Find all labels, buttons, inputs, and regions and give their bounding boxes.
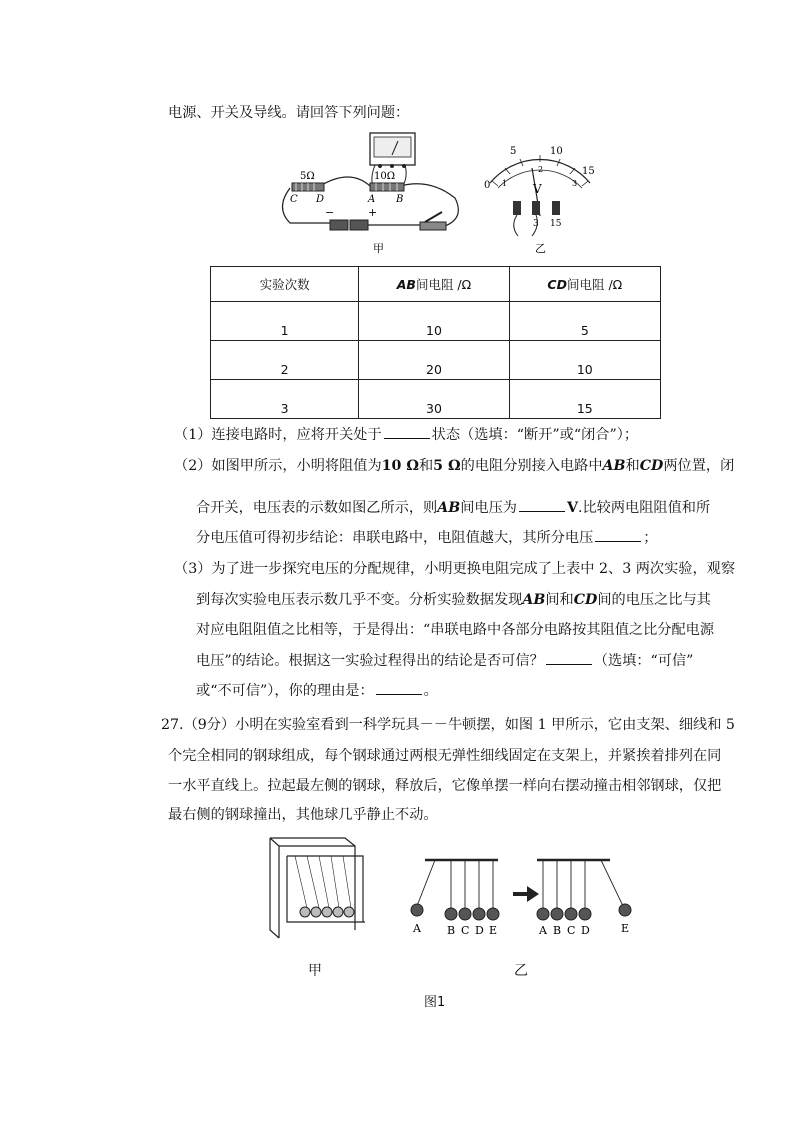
arrow-right-icon — [513, 886, 539, 902]
intro-text: 电源、开关及导线。请回答下列问题： — [168, 105, 410, 121]
q2-value-10: 10 Ω — [381, 458, 419, 474]
header-trial: 实验次数 — [211, 267, 359, 302]
question-27-line-4: 最右侧的钢球撞出，其他球几乎静止不动。 — [168, 807, 438, 823]
dial-unit: V — [533, 182, 542, 196]
q3-text: 间和 — [545, 592, 574, 608]
cell-trial: 1 — [211, 302, 359, 341]
q2-text: 两位置，闭 — [663, 458, 735, 474]
terminal-a: A — [368, 194, 376, 205]
q3-text: （选填：“可信” — [593, 653, 694, 669]
cell-cd: 10 — [509, 341, 660, 380]
q2-text: 间电压为 — [460, 500, 517, 516]
cell-trial: 2 — [211, 341, 359, 380]
q2-text: 合开关，电压表的示数如图乙所示，则 — [196, 500, 438, 516]
resistor-10-ohm — [370, 183, 404, 191]
q2-voltage-blank[interactable] — [519, 497, 565, 512]
q2-ab: AB — [437, 500, 461, 516]
resistor-10-label: 10Ω — [374, 171, 396, 182]
ball-label-e1: E — [489, 924, 498, 937]
q2-text: .比较两电阻阻值和所 — [577, 500, 711, 516]
terminal-b: B — [396, 194, 404, 205]
newtons-cradle-figure — [265, 830, 655, 940]
question-3-line-5 — [196, 680, 438, 701]
cell-trial: 3 — [211, 380, 359, 419]
q2-text: （2）如图甲所示，小明将阻值为 — [174, 458, 382, 474]
ball-label-c1: C — [461, 924, 470, 937]
ball-label-a1: A — [413, 922, 421, 935]
q3-credible-blank[interactable] — [546, 650, 592, 665]
header-cd-unit: 间电阻 /Ω — [566, 277, 623, 292]
header-ab — [359, 267, 509, 302]
dial-inner-1: 1 — [502, 179, 508, 188]
question-2-line-1 — [174, 456, 734, 476]
cell-ab: 30 — [359, 380, 509, 419]
resistor-5-ohm — [292, 183, 324, 191]
q1-answer-blank[interactable] — [384, 424, 430, 439]
question-2-line-3 — [196, 527, 657, 548]
dial-label-0: 0 — [484, 180, 491, 191]
q3-text: 到每次实验电压表示数几乎不变。分析实验数据发现 — [196, 592, 523, 608]
cradle-balls — [300, 907, 354, 917]
voltmeter-device — [370, 133, 415, 168]
battery-minus: − — [325, 206, 335, 219]
cell-cd: 15 — [509, 380, 660, 419]
question-27-line-3: 一水平直线上。拉起最左侧的钢球，释放后，它像单摆一样向右摆动撞击相邻钢球，仅把 — [168, 778, 722, 794]
battery-plus: + — [368, 206, 378, 219]
ball-label-b1: B — [447, 924, 456, 937]
q3-ab: AB — [522, 592, 546, 608]
balls-left-group — [411, 904, 499, 920]
table-header-row — [211, 267, 661, 302]
battery-icon — [330, 220, 420, 230]
dial-label-10: 10 — [550, 146, 563, 157]
dial-inner-3: 3 — [572, 179, 578, 188]
cell-cd: 5 — [509, 302, 660, 341]
q1-suffix: 状态（选填：“断开”或“闭合”）； — [431, 427, 639, 443]
ball-label-c2: C — [567, 924, 576, 937]
cell-ab: 10 — [359, 302, 509, 341]
dial-inner-2: 2 — [538, 165, 544, 174]
q2-text: 的电阻分别接入电路中 — [460, 458, 603, 474]
q3-text: 。 — [423, 683, 438, 699]
terminal-d: D — [316, 194, 325, 205]
cradle-frame — [270, 838, 365, 938]
question-3-line-4 — [196, 650, 693, 671]
q2-text: 和 — [418, 458, 434, 474]
q2-text: 和 — [625, 458, 640, 474]
ball-label-e2: E — [621, 922, 630, 935]
q2-text: 分电压值可得初步结论：串联电路中，电阻值越大，其所分电压 — [196, 530, 594, 546]
q3-reason-blank[interactable] — [376, 680, 422, 695]
table-row — [211, 380, 661, 419]
header-ab-unit: 间电阻 /Ω — [415, 277, 472, 292]
terminal-15: 15 — [550, 219, 562, 229]
table-row — [211, 341, 661, 380]
question-2-line-2 — [196, 497, 710, 518]
resistor-5-label: 5Ω — [300, 171, 315, 182]
circuit-figure — [270, 128, 615, 256]
question-1 — [174, 424, 638, 445]
q2-text: ； — [643, 530, 658, 546]
question-27-line-1: 27.（9分）小明在实验室看到一科学玩具－－牛顿摆，如图 1 甲所示，它由支架、细线和 5 — [161, 717, 735, 733]
terminal-3: 3 — [533, 219, 539, 229]
q2-ab: AB — [602, 458, 626, 474]
q2-cd: CD — [639, 458, 664, 474]
question-3-line-3: 对应电阻阻值之比相等，于是得出：“串联电路中各部分电路按其阻值之比分配电源 — [196, 622, 715, 638]
q3-text: 或“不可信”），你的理由是： — [196, 683, 374, 699]
q3-text: 间的电压之比与其 — [597, 592, 711, 608]
question-3-line-2 — [196, 590, 711, 610]
q1-prefix: （1）连接电路时，应将开关处于 — [174, 427, 382, 443]
header-cd-label: CD — [547, 277, 567, 292]
terminal-c: C — [290, 194, 298, 205]
ball-label-d1: D — [475, 924, 484, 937]
ball-label-b2: B — [553, 924, 562, 937]
ball-label-d2: D — [581, 924, 590, 937]
ball-label-a2: A — [539, 924, 547, 937]
q2-value-5: 5 Ω — [433, 458, 461, 474]
header-cd — [509, 267, 660, 302]
question-3-line-1: （3）为了进一步探究电压的分配规律，小明更换电阻完成了上表中 2、3 两次实验，观察 — [174, 561, 736, 577]
q3-text: 电压”的结论。根据这一实验过程得出的结论是否可信？ — [196, 653, 544, 669]
header-ab-label: AB — [396, 277, 416, 292]
figure-label-yi: 乙 — [535, 242, 546, 255]
balls-right-group — [537, 904, 631, 920]
question-27-line-2: 个完全相同的钢球组成，每个钢球通过两根无弹性细线固定在支架上，并紧挨着排列在同 — [168, 748, 722, 764]
table-row — [211, 302, 661, 341]
figure-bottom-label-yi: 乙 — [514, 963, 528, 979]
resistance-table — [210, 266, 661, 419]
dial-label-15: 15 — [582, 166, 595, 177]
dial-label-5: 5 — [510, 146, 517, 157]
q3-cd: CD — [573, 592, 598, 608]
q2-volt-unit: V — [566, 500, 578, 516]
cell-ab: 20 — [359, 341, 509, 380]
q2-conclusion-blank[interactable] — [595, 527, 641, 542]
figure-bottom-label-jia: 甲 — [308, 963, 322, 979]
figure-label-jia: 甲 — [373, 242, 384, 255]
switch-icon — [420, 212, 446, 230]
figure-caption: 图1 — [424, 995, 446, 1010]
